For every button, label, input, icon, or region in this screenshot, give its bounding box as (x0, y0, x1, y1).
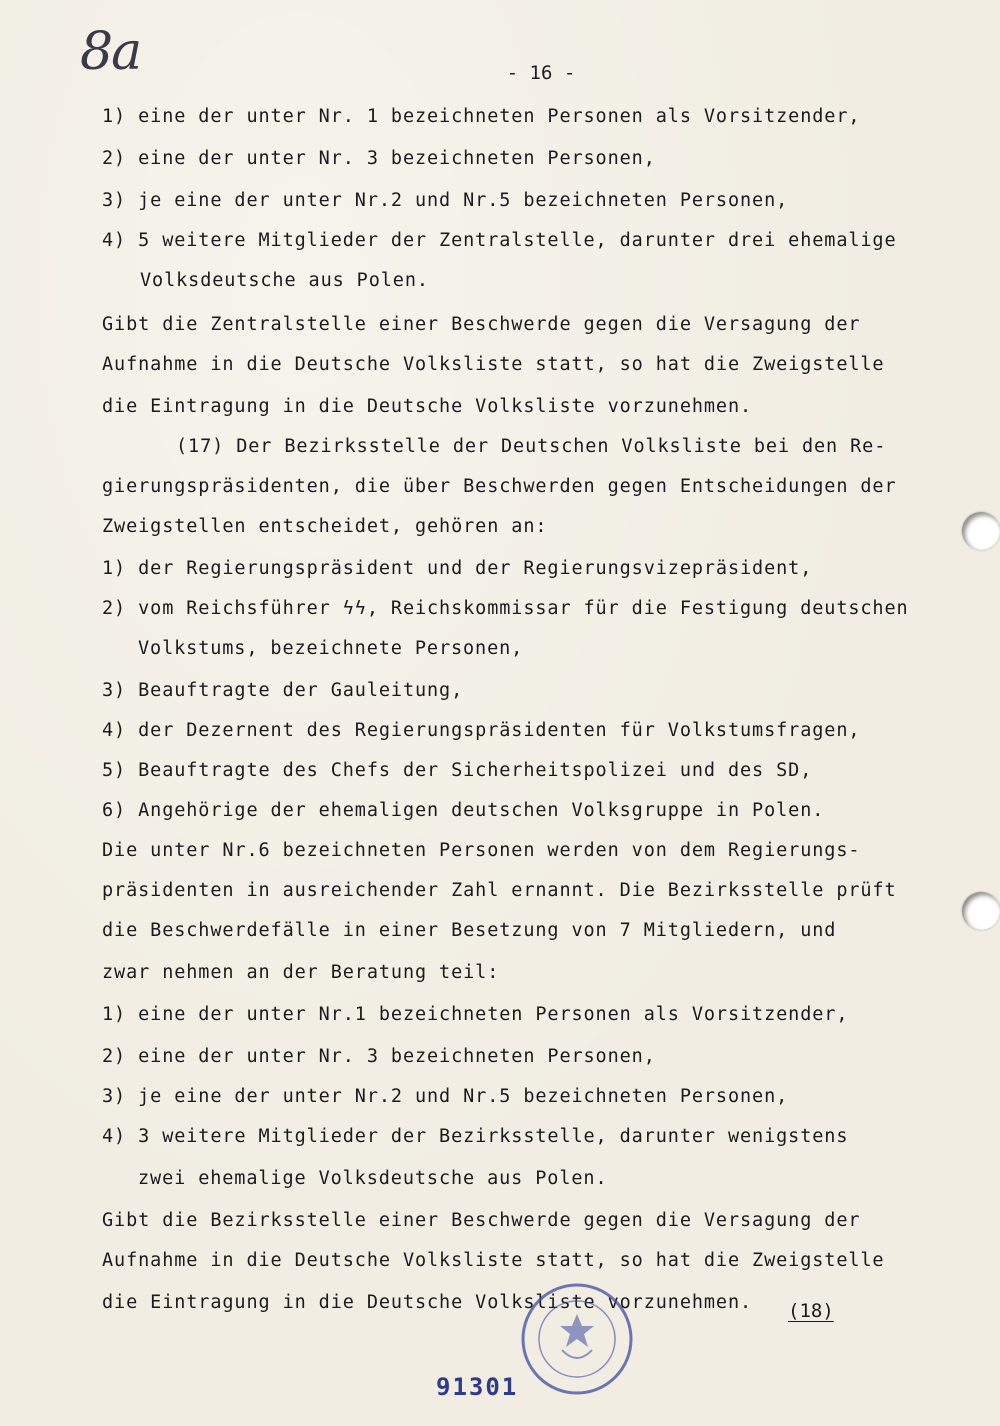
punch-hole (962, 512, 1000, 550)
text-line: Volkstums, bezeichnete Personen, (138, 638, 524, 659)
text-line: 1) eine der unter Nr. 1 bezeichneten Personen als Vorsitzender, (102, 106, 861, 127)
text-line: die Eintragung in die Deutsche Volksliste vorzunehmen. (102, 396, 753, 417)
punch-hole (962, 892, 1000, 930)
text-line: 2) vom Reichsführer ϟϟ, Reichskommissar für die Festigung deutschen (102, 598, 909, 619)
text-line: die Beschwerdefälle in einer Besetzung von 7 Mitgliedern, und (102, 920, 837, 941)
text-line: 4) 5 weitere Mitglieder der Zentralstelle, darunter drei ehemalige (102, 230, 897, 251)
text-line: 4) der Dezernent des Regierungspräsidenten für Volkstumsfragen, (102, 720, 861, 741)
handwritten-page-note: 8a (80, 22, 141, 82)
text-line: 2) eine der unter Nr. 3 bezeichneten Personen, (102, 148, 656, 169)
text-line: 3) je eine der unter Nr.2 und Nr.5 bezeichneten Personen, (102, 1086, 789, 1107)
text-line: 1) eine der unter Nr.1 bezeichneten Personen als Vorsitzender, (102, 1004, 849, 1025)
archive-stamp (518, 1280, 636, 1398)
catchword-next-page: (18) (788, 1300, 834, 1322)
archive-number: 91301 (436, 1373, 519, 1401)
text-line: Aufnahme in die Deutsche Volksliste statt, so hat die Zweigstelle (102, 1250, 885, 1271)
text-line: 3) Beauftragte der Gauleitung, (102, 680, 464, 701)
text-line: Volksdeutsche aus Polen. (140, 270, 429, 291)
text-line: Zweigstellen entscheidet, gehören an: (102, 516, 548, 537)
text-line: die Eintragung in die Deutsche Volksliste vorzunehmen. (102, 1292, 753, 1313)
text-line: Aufnahme in die Deutsche Volksliste statt, so hat die Zweigstelle (102, 354, 885, 375)
text-line: Gibt die Bezirksstelle einer Beschwerde gegen die Versagung der (102, 1210, 861, 1231)
text-line: 5) Beauftragte des Chefs der Sicherheitspolizei und des SD, (102, 760, 813, 781)
text-line: 1) der Regierungspräsident und der Regierungsvizepräsident, (102, 558, 813, 579)
text-line: 2) eine der unter Nr. 3 bezeichneten Personen, (102, 1046, 656, 1067)
text-line: 3) je eine der unter Nr.2 und Nr.5 bezeichneten Personen, (102, 190, 789, 211)
text-line: Die unter Nr.6 bezeichneten Personen werden von dem Regierungs- (102, 840, 861, 861)
text-line: präsidenten in ausreichender Zahl ernannt. Die Bezirksstelle prüft (102, 880, 897, 901)
page-number: - 16 - (506, 62, 576, 84)
text-line: zwei ehemalige Volksdeutsche aus Polen. (138, 1168, 608, 1189)
text-line: gierungspräsidenten, die über Beschwerden gegen Entscheidungen der (102, 476, 897, 497)
text-line: Gibt die Zentralstelle einer Beschwerde gegen die Versagung der (102, 314, 861, 335)
text-line: 4) 3 weitere Mitglieder der Bezirksstelle, darunter wenigstens (102, 1126, 849, 1147)
text-line: zwar nehmen an der Beratung teil: (102, 962, 500, 983)
text-line: 6) Angehörige der ehemaligen deutschen Volksgruppe in Polen. (102, 800, 825, 821)
text-line: (17) Der Bezirksstelle der Deutschen Volksliste bei den Re- (176, 436, 887, 457)
